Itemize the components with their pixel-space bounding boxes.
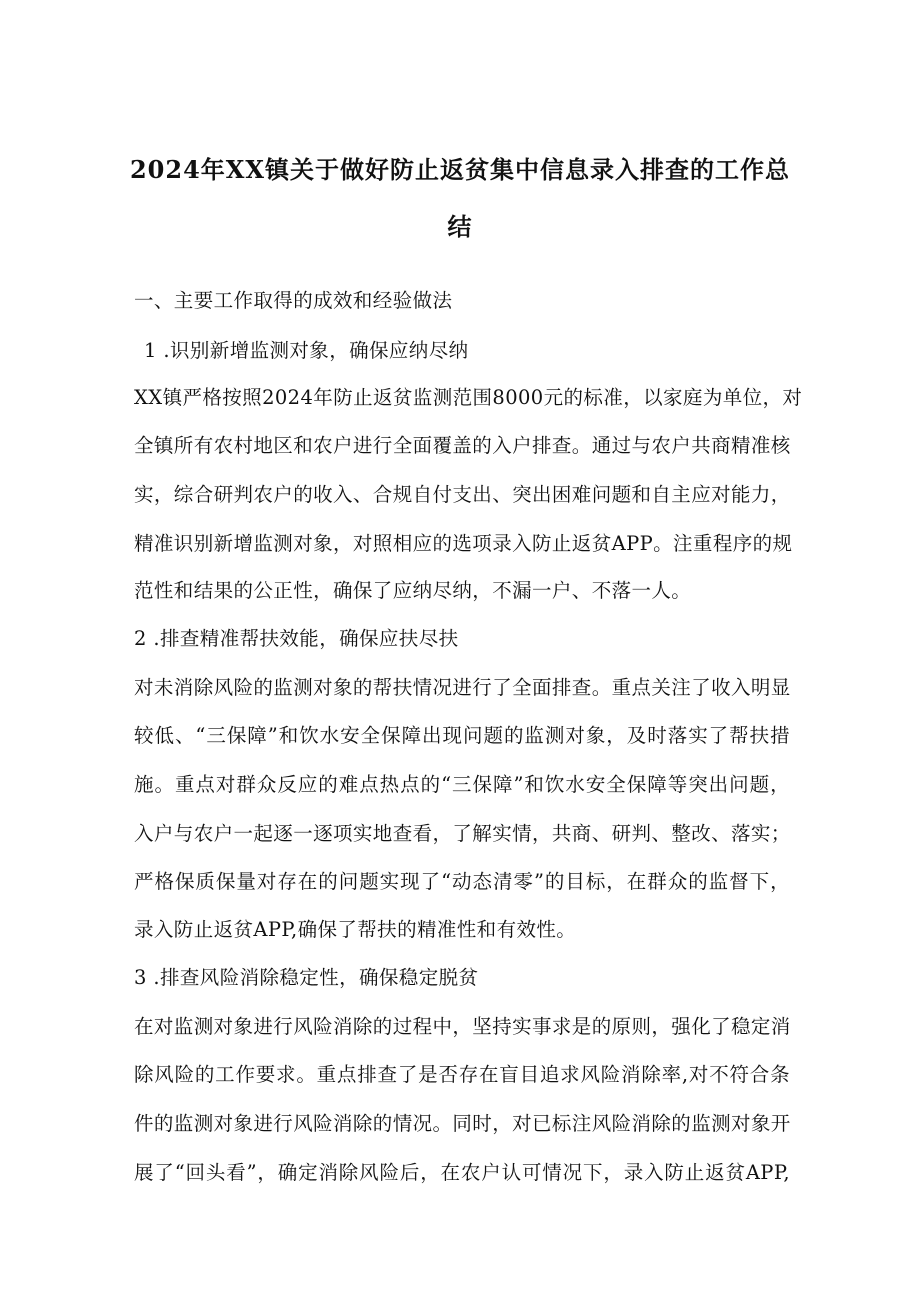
item2-line: 施。重点对群众反应的难点热点的“三保障”和饮水安全保障等突出问题， [134, 773, 790, 796]
item2-heading: 2 .排查精准帮扶效能，确保应扶尽扶 [134, 627, 459, 650]
document-title-line1: 2024年XX镇关于做好防止返贫集中信息录入排查的工作总 [129, 155, 791, 184]
item3-line: 展了“回头看”，确定消除风险后，在农户认可情况下，录入防止返贫APP, [134, 1161, 790, 1184]
document-title-line2: 结 [447, 212, 473, 241]
section1-heading: 一、主要工作取得的成效和经验做法 [134, 289, 453, 312]
item2-line: 严格保质保量对存在的问题实现了“动态清零”的目标，在群众的监督下， [134, 870, 790, 893]
item1-heading: 1 .识别新增监测对象，确保应纳尽纳 [144, 339, 469, 362]
item1-line: 范性和结果的公正性，确保了应纳尽纳，不漏一户、不落一人。 [134, 579, 692, 602]
item1-line: 全镇所有农村地区和农户进行全面覆盖的入户排查。通过与农户共商精准核 [134, 434, 791, 457]
item2-line: 录入防止返贫APP,确保了帮扶的精准性和有效性。 [134, 918, 577, 941]
item2-line: 较低、“三保障”和饮水安全保障出现问题的监测对象，及时落实了帮扶措 [134, 724, 790, 747]
item1-line: 精准识别新增监测对象，对照相应的选项录入防止返贫APP。注重程序的规 [134, 532, 793, 555]
item2-line: 入户与农户一起逐一逐项实地查看，了解实情，共商、研判、整改、落实； [134, 822, 791, 845]
item1-line: 实，综合研判农户的收入、合规自付支出、突出困难问题和自主应对能力， [134, 483, 791, 506]
item2-line: 对未消除风险的监测对象的帮扶情况进行了全面排查。重点关注了收入明显 [134, 676, 791, 699]
item3-line: 在对监测对象进行风险消除的过程中，坚持实事求是的原则，强化了稳定消 [134, 1015, 791, 1038]
item3-line: 件的监测对象进行风险消除的情况。同时，对已标注风险消除的监测对象开 [134, 1112, 791, 1135]
item3-line: 除风险的工作要求。重点排查了是否存在盲目追求风险消除率,对不符合条 [134, 1063, 790, 1086]
item1-line: XX镇严格按照2024年防止返贫监测范围8000元的标准，以家庭为单位，对 [134, 386, 803, 409]
item3-heading: 3 .排查风险消除稳定性，确保稳定脱贫 [134, 966, 479, 989]
